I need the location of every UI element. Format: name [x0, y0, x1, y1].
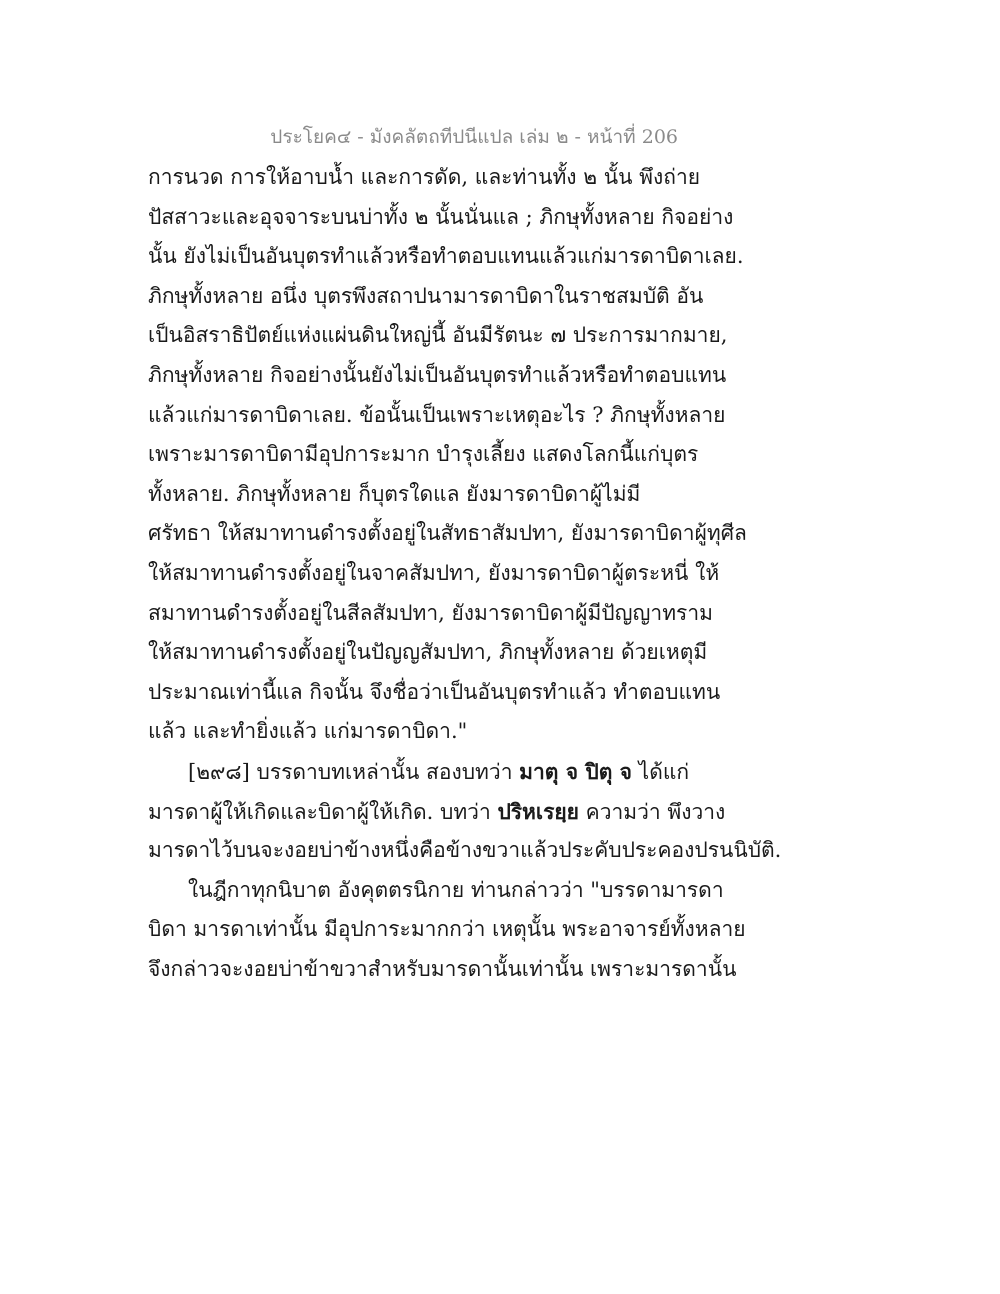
commentary-line: บิดา มารดาเท่านั้น มีอุปการะมากกว่า เหตุนั้น พระอาจารย์ทั้งหลาย: [148, 917, 746, 942]
text-line: ศรัทธา ให้สมาทานดำรงตั้งอยู่ในสัทธาสัมปทา, ยังมารดาบิดาผู้ทุศีล: [148, 521, 747, 546]
text-span: ความว่า พึงวาง: [578, 799, 726, 824]
commentary-line: ในฎีกาทุกนิบาต อังคุตตรนิกาย ท่านกล่าวว่า "บรรดามารดา: [188, 877, 724, 902]
text-line: การนวด การให้อาบน้ำ และการดัด, และท่านทั้ง ๒ นั้น พึงถ่าย: [148, 165, 701, 189]
paragraph-298-line-1: [148, 752, 708, 792]
text-span: มารดาผู้ให้เกิดและบิดาผู้ให้เกิด. บทว่า: [148, 799, 498, 824]
pali-term: ปริหเรยฺย: [497, 798, 579, 824]
body-text: [148, 158, 782, 989]
paragraph-298-line-2: [148, 792, 726, 832]
text-line: แล้ว และทำยิ่งแล้ว แก่มารดาบิดา.": [148, 719, 468, 744]
text-line: ให้สมาทานดำรงตั้งอยู่ในจาคสัมปทา, ยังมารดาบิดาผู้ตระหนี่ ให้: [148, 560, 720, 585]
text-span: ได้แก่: [631, 759, 690, 784]
text-line: ปัสสาวะและอุจจาระบนบ่าทั้ง ๒ นั้นนั่นแล ; ภิกษุทั้งหลาย กิจอย่าง: [148, 204, 734, 229]
pali-term: มาตุ จ ปิตุ จ: [519, 758, 632, 784]
text-line: เป็นอิสราธิปัตย์แห่งแผ่นดินใหญ่นี้ อันมีรัตนะ ๗ ประการมากมาย,: [148, 323, 728, 348]
text-line: ทั้งหลาย. ภิกษุทั้งหลาย ก็บุตรใดแล ยังมารดาบิดาผู้ไม่มี: [148, 481, 641, 506]
text-line: ภิกษุทั้งหลาย กิจอย่างนั้นยังไม่เป็นอันบุตรทำแล้วหรือทำตอบแทน: [148, 362, 727, 387]
text-line: แล้วแก่มารดาบิดาเลย. ข้อนั้นเป็นเพราะเหตุอะไร ? ภิกษุทั้งหลาย: [148, 402, 726, 427]
text-line: นั้น ยังไม่เป็นอันบุตรทำแล้วหรือทำตอบแทนแล้วแก่มารดาบิดาเลย.: [148, 244, 744, 269]
text-line: ให้สมาทานดำรงตั้งอยู่ในปัญญสัมปทา, ภิกษุทั้งหลาย ด้วยเหตุมี: [148, 640, 708, 665]
text-line: เพราะมารดาบิดามีอุปการะมาก บำรุงเลี้ยง แสดงโลกนี้แก่บุตร: [148, 442, 699, 467]
text-span: [๒๙๘] บรรดาบทเหล่านั้น สองบทว่า: [188, 759, 520, 784]
paragraph-298-line-3: มารดาไว้บนจะงอยบ่าข้างหนึ่งคือข้างขวาแล้วประคับประคองปรนนิบัติ.: [148, 838, 782, 863]
text-line: ภิกษุทั้งหลาย อนึ่ง บุตรพึงสถาปนามารดาบิดาในราชสมบัติ อัน: [148, 283, 704, 308]
commentary-line: จึงกล่าวจะงอยบ่าข้าขวาสำหรับมารดานั้นเท่านั้น เพราะมารดานั้น: [148, 956, 737, 981]
text-line: สมาทานดำรงตั้งอยู่ในสีลสัมปทา, ยังมารดาบิดาผู้มีปัญญาทราม: [148, 600, 713, 625]
text-line: ประมาณเท่านี้แล กิจนั้น จึงชื่อว่าเป็นอันบุตรทำแล้ว ทำตอบแทน: [148, 679, 721, 704]
page-header: ประโยค๔ - มังคลัตถทีปนีแปล เล่ม ๒ - หน้าที่ 206: [270, 126, 678, 148]
